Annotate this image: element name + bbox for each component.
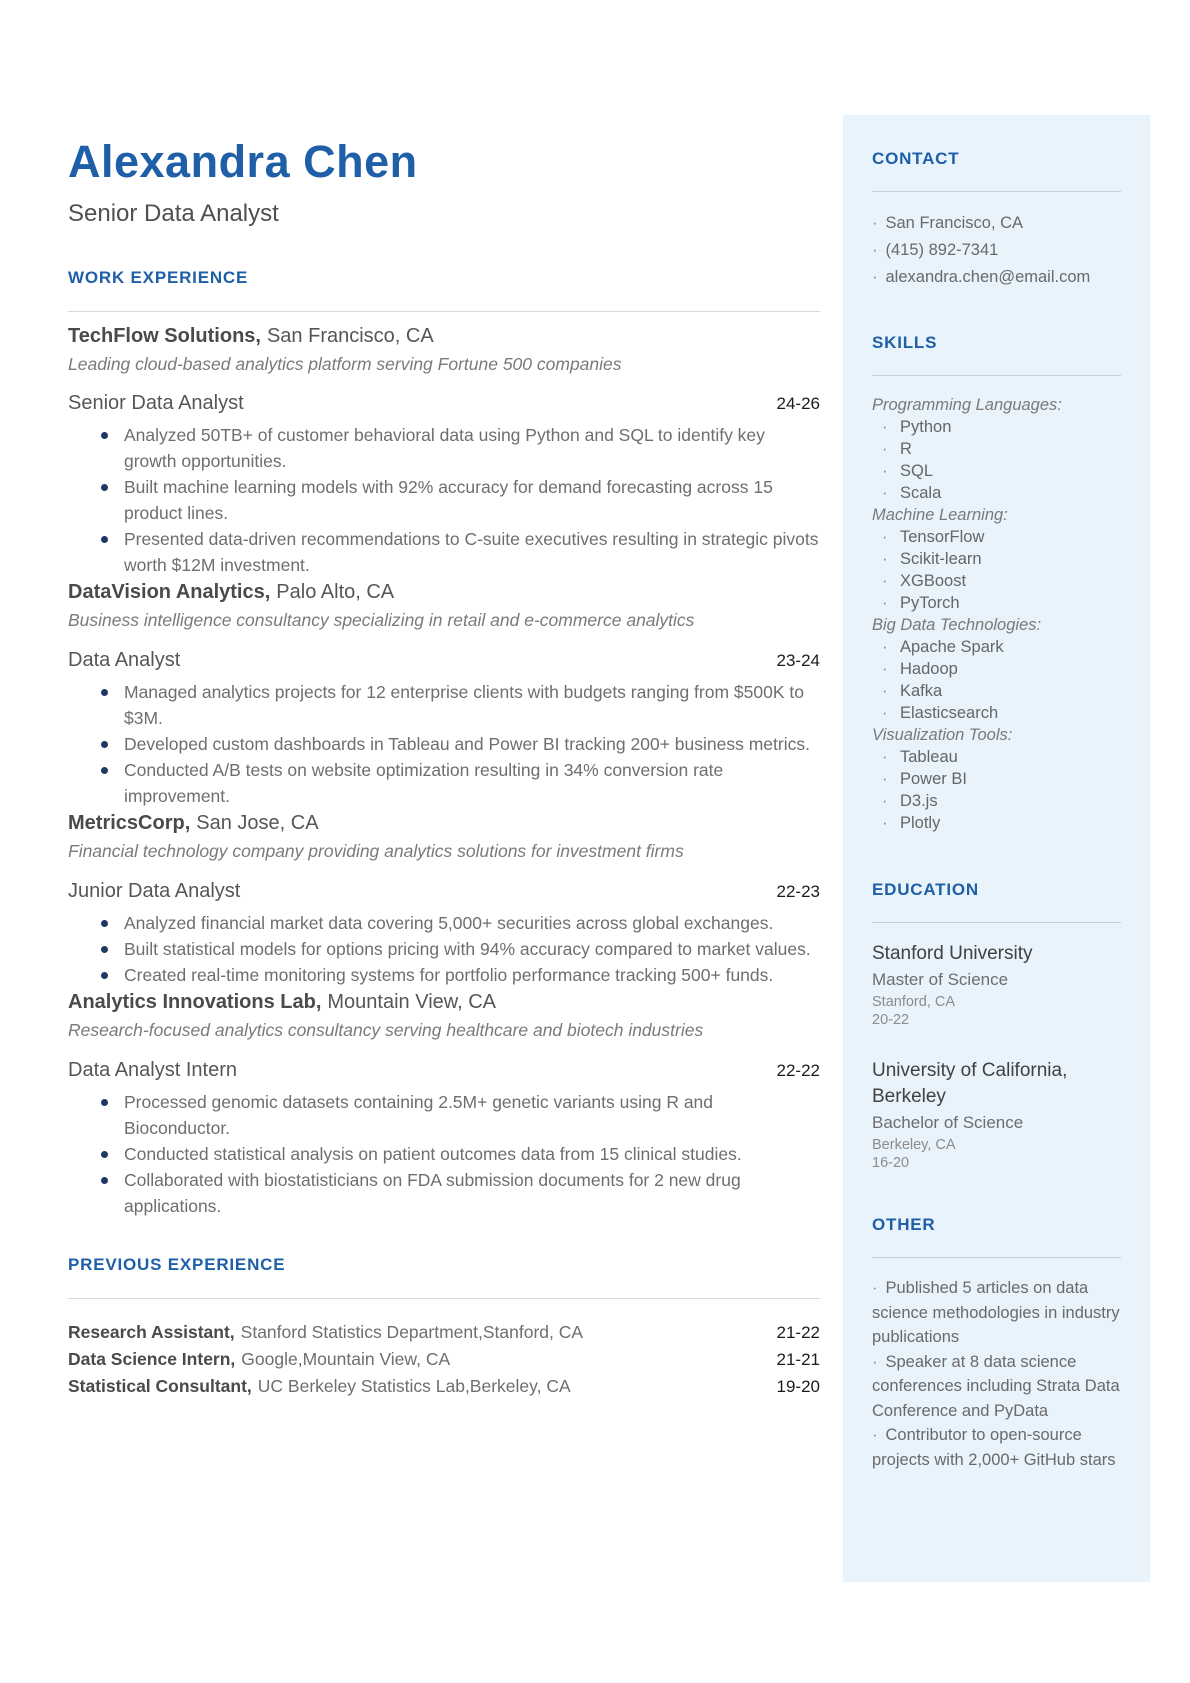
company-location: San Jose, CA: [196, 812, 319, 835]
previous-role-line: [68, 1373, 571, 1400]
education-entry: [872, 941, 1121, 1028]
company-description: Research-focused analytics consultancy serving healthcare and biotech industries: [68, 1019, 704, 1040]
company-line: [68, 324, 820, 349]
previous-experience-row: [68, 1346, 820, 1373]
job-row: [68, 1059, 820, 1082]
skill-item: · Apache Spark: [872, 636, 1121, 658]
job-bullet-list: [68, 422, 820, 578]
previous-experience-row: [68, 1373, 820, 1400]
previous-experience-row: [68, 1319, 820, 1346]
company-location: Mountain View, CA: [327, 990, 497, 1013]
skill-item: · R: [872, 438, 1121, 460]
job-row: [68, 649, 820, 672]
divider: [68, 1298, 820, 1299]
bullet-dot: ·: [872, 214, 878, 232]
previous-role-line: [68, 1346, 450, 1373]
company-name: TechFlow Solutions,: [68, 324, 261, 347]
skill-item: · SQL: [872, 460, 1121, 482]
previous-dates: 19-20: [776, 1376, 820, 1396]
divider: [872, 922, 1121, 923]
contact-email: · alexandra.chen@email.com: [872, 268, 1091, 286]
other-list: [872, 1276, 1121, 1472]
divider: [872, 375, 1121, 376]
job-row: [68, 392, 820, 415]
job-dates: 22-22: [776, 1060, 820, 1080]
job-bullet: Conducted statistical analysis on patient outcomes data from 15 clinical studies.: [68, 1141, 820, 1167]
company-block: [68, 580, 820, 809]
divider: [872, 1257, 1121, 1258]
skill-item: · Elasticsearch: [872, 702, 1121, 724]
skill-category: Big Data Technologies:: [872, 616, 1042, 634]
job-dates: 24-26: [776, 394, 820, 414]
other-item: · Published 5 articles on data science methodologies in industry publications: [872, 1279, 1120, 1346]
skill-item: · Hadoop: [872, 658, 1121, 680]
education-heading: EDUCATION: [872, 880, 979, 899]
person-title: Senior Data Analyst: [68, 199, 279, 227]
skill-category: Machine Learning:: [872, 506, 1008, 524]
company-line: [68, 811, 820, 836]
skill-item: · Plotly: [872, 812, 1121, 834]
previous-org: Google,Mountain View, CA: [241, 1348, 451, 1369]
skills-list: [872, 394, 1121, 834]
skill-category: Programming Languages:: [872, 396, 1062, 414]
company-location: San Francisco, CA: [266, 324, 434, 347]
skill-category: Visualization Tools:: [872, 726, 1013, 744]
education-entry: [872, 1058, 1121, 1171]
school-dates: 20-22: [872, 1012, 910, 1028]
contact-list: [872, 210, 1121, 291]
other-item: · Contributor to open-source projects with 2,000+ GitHub stars: [872, 1426, 1116, 1469]
previous-role: Research Assistant,: [68, 1321, 235, 1342]
job-bullet-list: [68, 910, 820, 988]
other-heading: OTHER: [872, 1215, 936, 1234]
job-dates: 22-23: [776, 881, 820, 901]
job-bullet: Conducted A/B tests on website optimization resulting in 34% conversion rate improvement.: [68, 757, 820, 809]
school-location: Stanford, CA: [872, 994, 956, 1010]
company-block: [68, 990, 820, 1219]
company-name: Analytics Innovations Lab,: [68, 990, 322, 1013]
school-location: Berkeley, CA: [872, 1137, 956, 1153]
skill-item: · Kafka: [872, 680, 1121, 702]
bullet-dot: ·: [872, 1426, 878, 1444]
previous-dates: 21-21: [776, 1349, 820, 1369]
previous-experience-list: [68, 1319, 820, 1400]
job-bullet: Analyzed financial market data covering 5,000+ securities across global exchanges.: [68, 910, 820, 936]
contact-heading: CONTACT: [872, 149, 960, 168]
company-block: [68, 324, 820, 579]
job-title: Junior Data Analyst: [68, 879, 241, 902]
skill-item: · Tableau: [872, 746, 1121, 768]
job-bullet: Processed genomic datasets containing 2.5M+ genetic variants using R and Bioconductor.: [68, 1089, 820, 1141]
contact-location: · San Francisco, CA: [872, 214, 1024, 232]
previous-org: Stanford Statistics Department,Stanford, CA: [240, 1321, 584, 1342]
job-bullet-list: [68, 679, 820, 809]
company-name: MetricsCorp,: [68, 812, 191, 835]
skill-item: · XGBoost: [872, 570, 1121, 592]
skills-heading: SKILLS: [872, 333, 938, 352]
company-location: Palo Alto, CA: [276, 581, 395, 604]
bullet-dot: ·: [872, 1352, 878, 1371]
school-name: University of California, Berkeley: [872, 1060, 1068, 1107]
job-title: Data Analyst Intern: [68, 1058, 237, 1081]
previous-experience-heading: PREVIOUS EXPERIENCE: [68, 1254, 286, 1274]
previous-role: Data Science Intern,: [68, 1348, 236, 1369]
job-bullet: Developed custom dashboards in Tableau and Power BI tracking 200+ business metrics.: [68, 731, 820, 757]
company-description: Leading cloud-based analytics platform serving Fortune 500 companies: [68, 353, 622, 374]
other-item: · Speaker at 8 data science conferences including Strata Data Conference and PyData: [872, 1352, 1120, 1420]
job-title: Senior Data Analyst: [68, 392, 244, 415]
job-bullet: Collaborated with biostatisticians on FDA submission documents for 2 new drug applications.: [68, 1167, 820, 1219]
job-bullet: Presented data-driven recommendations to C-suite executives resulting in strategic pivots worth $12M investment.: [68, 526, 820, 578]
company-description: Financial technology company providing analytics solutions for investment firms: [68, 841, 684, 862]
contact-phone: · (415) 892-7341: [872, 241, 999, 259]
job-dates: 23-24: [776, 651, 820, 671]
job-row: [68, 880, 820, 903]
skill-item: · Scikit-learn: [872, 548, 1121, 570]
skill-item: · PyTorch: [872, 592, 1121, 614]
job-bullet: Managed analytics projects for 12 enterprise clients with budgets ranging from $500K to $3M.: [68, 679, 820, 731]
skill-item: · Power BI: [872, 768, 1121, 790]
divider: [872, 191, 1121, 192]
company-line: [68, 990, 820, 1015]
bullet-dot: ·: [872, 241, 878, 259]
school-dates: 16-20: [872, 1155, 910, 1171]
skill-item: · D3.js: [872, 790, 1121, 812]
job-bullet-list: [68, 1089, 820, 1219]
job-bullet: Built statistical models for options pricing with 94% accuracy compared to market values.: [68, 936, 820, 962]
divider: [68, 311, 820, 312]
previous-role-line: [68, 1319, 583, 1346]
skill-item: · Scala: [872, 482, 1121, 504]
company-description: Business intelligence consultancy specializing in retail and e-commerce analytics: [68, 610, 695, 631]
job-bullet: Built machine learning models with 92% accuracy for demand forecasting across 15 product lines.: [68, 474, 820, 526]
previous-role: Statistical Consultant,: [68, 1375, 252, 1396]
main-column: [68, 138, 820, 1400]
education-list: [872, 941, 1121, 1171]
job-title: Data Analyst: [68, 649, 181, 672]
sidebar: [843, 115, 1150, 1582]
previous-dates: 21-22: [776, 1322, 820, 1342]
bullet-dot: ·: [872, 268, 878, 286]
work-experience-heading: WORK EXPERIENCE: [68, 267, 249, 287]
bullet-dot: ·: [872, 1279, 878, 1297]
company-name: DataVision Analytics,: [68, 581, 271, 604]
company-line: [68, 580, 820, 605]
job-bullet: Created real-time monitoring systems for portfolio performance tracking 500+ funds.: [68, 962, 820, 988]
job-bullet: Analyzed 50TB+ of customer behavioral data using Python and SQL to identify key growth opportunities.: [68, 422, 820, 474]
previous-org: UC Berkeley Statistics Lab,Berkeley, CA: [257, 1375, 571, 1396]
school-degree: Master of Science: [872, 970, 1009, 989]
person-name: Alexandra Chen: [68, 136, 418, 187]
skill-item: · Python: [872, 416, 1121, 438]
school-degree: Bachelor of Science: [872, 1113, 1024, 1132]
company-block: [68, 811, 820, 988]
school-name: Stanford University: [872, 943, 1033, 964]
skill-item: · TensorFlow: [872, 526, 1121, 548]
